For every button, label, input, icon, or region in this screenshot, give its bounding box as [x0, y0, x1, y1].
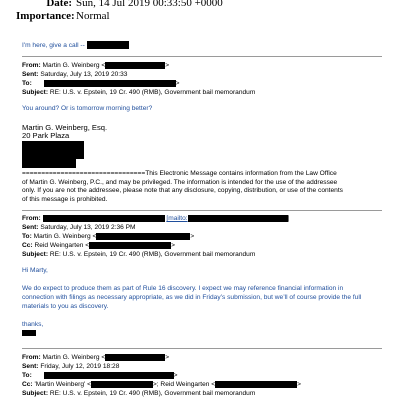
message2-sent [22, 70, 127, 79]
sent-label: Sent: [22, 224, 39, 231]
disclaimer-text: of Martin G. Weinberg, P.C., and may be privileged. The information is intended for the use of the addressee [22, 179, 338, 186]
to-close: > [190, 233, 195, 240]
disclaimer-line-4 [22, 196, 107, 205]
to-label: To: [22, 372, 32, 379]
to-label: To: [22, 233, 32, 240]
sent-value: Saturday, July 13, 2019 20:33 [40, 71, 128, 78]
disclaimer-line-1 [22, 170, 337, 179]
message-divider [22, 348, 382, 349]
body-text: connection with filings as necessary appropriate, as we did in Friday’s submission, but we’ll of course provide the full [22, 294, 362, 301]
cc-value: 'Martin Weinberg' < [34, 381, 91, 388]
cc-label: Cc: [22, 242, 33, 249]
message4-subject [22, 389, 255, 398]
from-label: From: [22, 62, 41, 69]
sent-label: Sent: [22, 363, 39, 370]
message2-subject [22, 88, 255, 97]
cc-mid: >; Reid Weingarten < [152, 381, 216, 388]
cc-close: > [171, 242, 176, 249]
importance-header [16, 10, 110, 22]
redaction-block [215, 381, 297, 388]
disclaimer-text: of this message is prohibited. [22, 196, 108, 203]
from-label: From: [22, 354, 41, 361]
message3-to [22, 232, 194, 241]
message3-from [22, 214, 289, 223]
redaction-block [22, 141, 84, 150]
signature-address [22, 132, 69, 140]
from-value: Martin G. Weinberg < [42, 62, 106, 69]
message3-body-line-2 [22, 293, 361, 302]
message-divider [22, 210, 382, 211]
date-value: Sun, 14 Jul 2019 00:33:50 +0000 [76, 0, 223, 9]
message4-from [22, 353, 169, 362]
redaction-block [44, 80, 176, 87]
redaction-block [105, 354, 165, 361]
message2-from [22, 61, 169, 70]
date-header [16, 0, 223, 9]
message3-sent [22, 223, 136, 232]
sent-value: Friday, July 12, 2019 18:28 [40, 363, 120, 370]
sent-label: Sent: [22, 71, 39, 78]
subject-value: RE: U.S. v. Epstein, 19 Cr. 490 (RMB), Government bail memorandum [49, 390, 256, 397]
cc-value: Reid Weingarten < [34, 242, 90, 249]
redaction-block [105, 62, 165, 69]
signature-name-text: Martin G. Weinberg, Esq. [22, 123, 108, 132]
message3-subject [22, 250, 255, 259]
redaction-block [22, 150, 84, 159]
subject-label: Subject: [22, 89, 49, 96]
mailto-link[interactable]: [mailto: [166, 215, 188, 222]
subject-label: Subject: [22, 251, 49, 258]
redaction-block [91, 381, 153, 388]
sent-value: Saturday, July 13, 2019 2:36 PM [40, 224, 136, 231]
redaction-block [43, 215, 165, 222]
message2-to [22, 79, 179, 88]
message2-body-text: You around? Or is tomorrow morning better? [22, 105, 153, 112]
to-value: Martin G. Weinberg < [33, 233, 97, 240]
redaction-block [89, 242, 171, 249]
subject-value: RE: U.S. v. Epstein, 19 Cr. 490 (RMB), Government bail memorandum [49, 89, 256, 96]
redaction-block [44, 372, 174, 379]
disclaimer-line-3 [22, 187, 343, 196]
message-divider [22, 56, 382, 57]
from-close: > [165, 354, 170, 361]
cc-label: Cc: [22, 381, 33, 388]
to-close: > [173, 372, 178, 379]
subject-label: Subject: [22, 390, 49, 397]
body-text: materials to you as discovery. [22, 303, 109, 310]
to-close: > [175, 80, 180, 87]
redaction-block [22, 159, 76, 168]
message1-body-text: I'm here, give a call -- [22, 42, 85, 49]
subject-value: RE: U.S. v. Epstein, 19 Cr. 490 (RMB), Government bail memorandum [49, 251, 256, 258]
importance-value: Normal [76, 10, 110, 22]
body-text: We do expect to produce them as part of Rule 16 discovery. I expect we may reference financial information in [22, 285, 344, 292]
message1-body [22, 41, 129, 50]
from-value: Martin G. Weinberg < [42, 354, 106, 361]
message4-to [22, 371, 177, 380]
redaction-block [22, 330, 36, 336]
message3-greeting [22, 266, 48, 275]
cc-close: > [297, 381, 301, 388]
greeting-text: Hi Marty, [22, 267, 48, 274]
message4-cc [22, 380, 301, 389]
redaction-block [96, 233, 190, 240]
importance-label: Importance: [16, 10, 75, 22]
from-close: ] [287, 215, 290, 222]
closing-text: thanks, [22, 321, 44, 328]
message4-sent [22, 362, 119, 371]
disclaimer-text: only. If you are not the addressee, please note that any disclosure, copying, distribution, or use of the contents [22, 187, 343, 194]
message3-cc [22, 241, 175, 250]
redaction-block [87, 41, 129, 49]
from-close: > [165, 62, 170, 69]
redaction-block [188, 215, 288, 222]
message3-body-line-3 [22, 302, 108, 311]
message2-body [22, 104, 152, 113]
message3-body-line-1 [22, 284, 343, 293]
signature-address-text: 20 Park Plaza [22, 131, 70, 140]
message3-closing [22, 320, 43, 329]
date-label: Date: [46, 0, 72, 9]
to-label: To: [22, 80, 32, 87]
disclaimer-text: ================================This Electronic Message contains information from the Law Office [22, 170, 337, 177]
from-label: From: [22, 215, 41, 222]
